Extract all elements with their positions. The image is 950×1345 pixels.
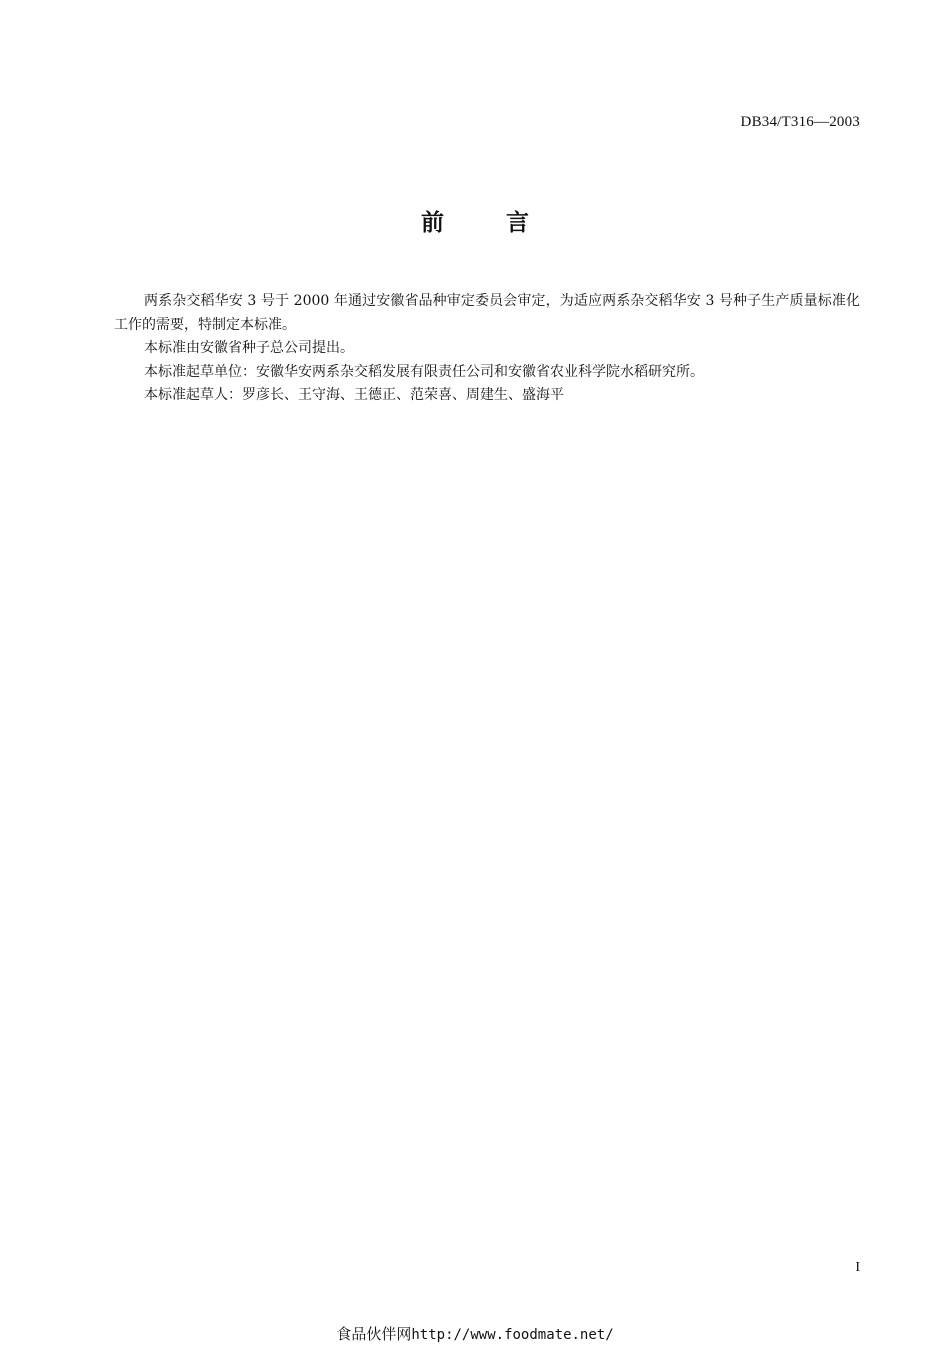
footer-site-name: 食品伙伴网 (336, 1325, 412, 1343)
paragraph-drafters: 本标准起草人：罗彦长、王守海、王德正、范荣喜、周建生、盛海平 (144, 387, 564, 403)
page-title: 前言 (421, 210, 591, 236)
paragraph-approval: 两系杂交稻华安 3 号于 2000 年通过安徽省品种审定委员会审定，为适应两系杂交稻华安 3 号种子生产质量标准化工作的需要，特制定本标准。 (114, 293, 860, 333)
paragraph-proposer: 本标准由安徽省种子总公司提出。 (144, 340, 354, 356)
foreword-body (114, 290, 860, 408)
paragraph-drafting-units: 本标准起草单位：安徽华安两系杂交稻发展有限责任公司和安徽省农业科学院水稻研究所。 (144, 363, 704, 380)
page-number: I (855, 1260, 860, 1275)
document-number: DB34/T316—2003 (740, 114, 860, 130)
footer-site-link[interactable]: http://www.foodmate.net/ (411, 1327, 614, 1343)
footer-watermark (0, 1324, 950, 1345)
